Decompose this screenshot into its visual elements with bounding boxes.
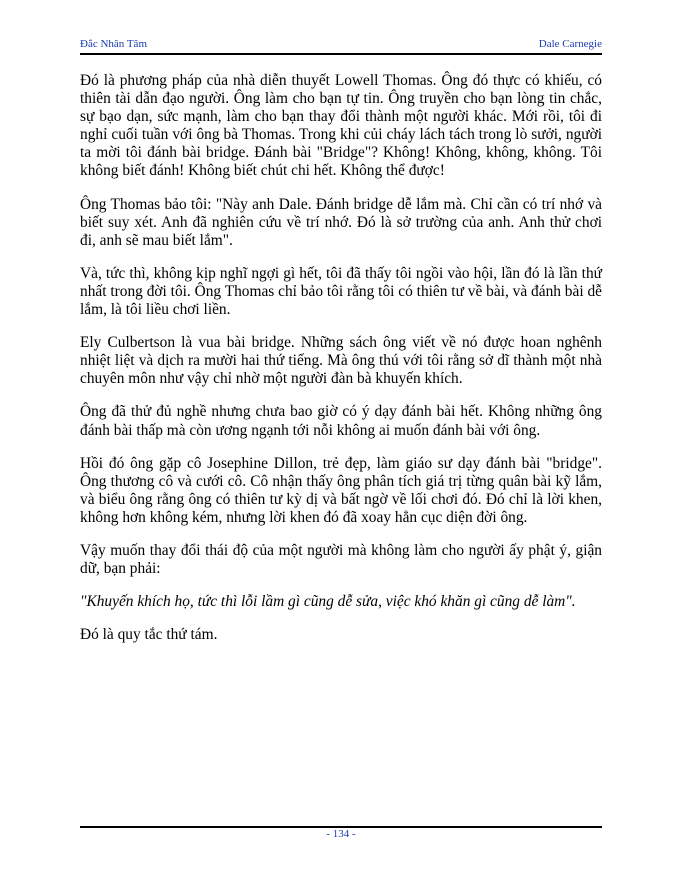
body-text [80, 72, 602, 659]
paragraph-3: Và, tức thì, không kịp nghĩ ngợi gì hết, tôi đã thấy tôi ngồi vào hội, lần đó là lần thứ nhất trong đời tôi. Ông Thomas chỉ bảo tôi rằng tôi có thiên tư về bài, và đánh bài dễ lắm, là tôi liều chơi liền. [80, 264, 602, 319]
rule-quote: "Khuyến khích họ, tức thì lỗi lầm gì cũng dễ sửa, việc khó khăn gì cũng dễ làm". [80, 593, 576, 611]
paragraph-4: Ely Culbertson là vua bài bridge. Những sách ông viết về nó được hoan nghênh nhiệt liệt và dịch ra mười hai thứ tiếng. Mà ông thú với tôi rằng sở dĩ thành một nhà chuyên môn như vậy chỉ nhờ một người đàn bà khuyến khích. [80, 334, 602, 388]
paragraph-1: Đó là phương pháp của nhà diễn thuyết Lowell Thomas. Ông đó thực có khiếu, có thiên tài dẫn đạo người. Ông làm cho bạn tự tin. Ông truyền cho bạn lòng tin chắc, sự bạo dạn, sức mạnh, làm cho bạn thay đổi thành một người khác. Mới rồi, tôi đi nghỉ cuối tuần với ông bà Thomas. Trong khi củi cháy lách tách trong lò sưởi, người ta mời tôi đánh bài bridge. Đánh bài "Bridge"? Không! Không, không, không. Tôi không biết đánh! Không biết chút chi hết. Không thể được! [80, 72, 602, 180]
paragraph-2: Ông Thomas bảo tôi: "Này anh Dale. Đánh bridge dễ lắm mà. Chỉ cần có trí nhớ và biết suy xét. Anh đã nghiên cứu về trí nhớ. Đó là sở trường của anh. Anh thử chơi đi, anh sẽ mau biết lắm". [80, 195, 602, 249]
paragraph-6: Hồi đó ông gặp cô Josephine Dillon, trẻ đẹp, làm giáo sư dạy đánh bài "bridge". Ông thương cô và cưới cô. Cô nhận thấy ông phân tích giá trị từng quân bài kỹ lắm, và biểu ông rằng ông có thiên tư kỳ dị và bất ngờ về lối chơi đó. Đó chỉ là lời khen, không hơn không kém, nhưng lời khen đó đã xoay hẳn cục diện đời ông. [80, 454, 602, 526]
header-book-title: Đắc Nhân Tâm [80, 38, 147, 50]
page-number: - 134 - [326, 828, 356, 840]
running-header [80, 38, 602, 54]
header-author: Dale Carnegie [538, 38, 602, 50]
paragraph-5: Ông đã thử đủ nghề nhưng chưa bao giờ có ý dạy đánh bài hết. Không những ông đánh bài thấp mà còn ương ngạnh tới nỗi không ai muốn đánh bài với ông. [80, 403, 602, 439]
paragraph-7: Vậy muốn thay đổi thái độ của một người mà không làm cho người ấy phật ý, giận dữ, bạn phải: [80, 541, 602, 578]
header-divider [80, 53, 602, 55]
closing-line: Đó là quy tắc thứ tám. [80, 626, 218, 644]
